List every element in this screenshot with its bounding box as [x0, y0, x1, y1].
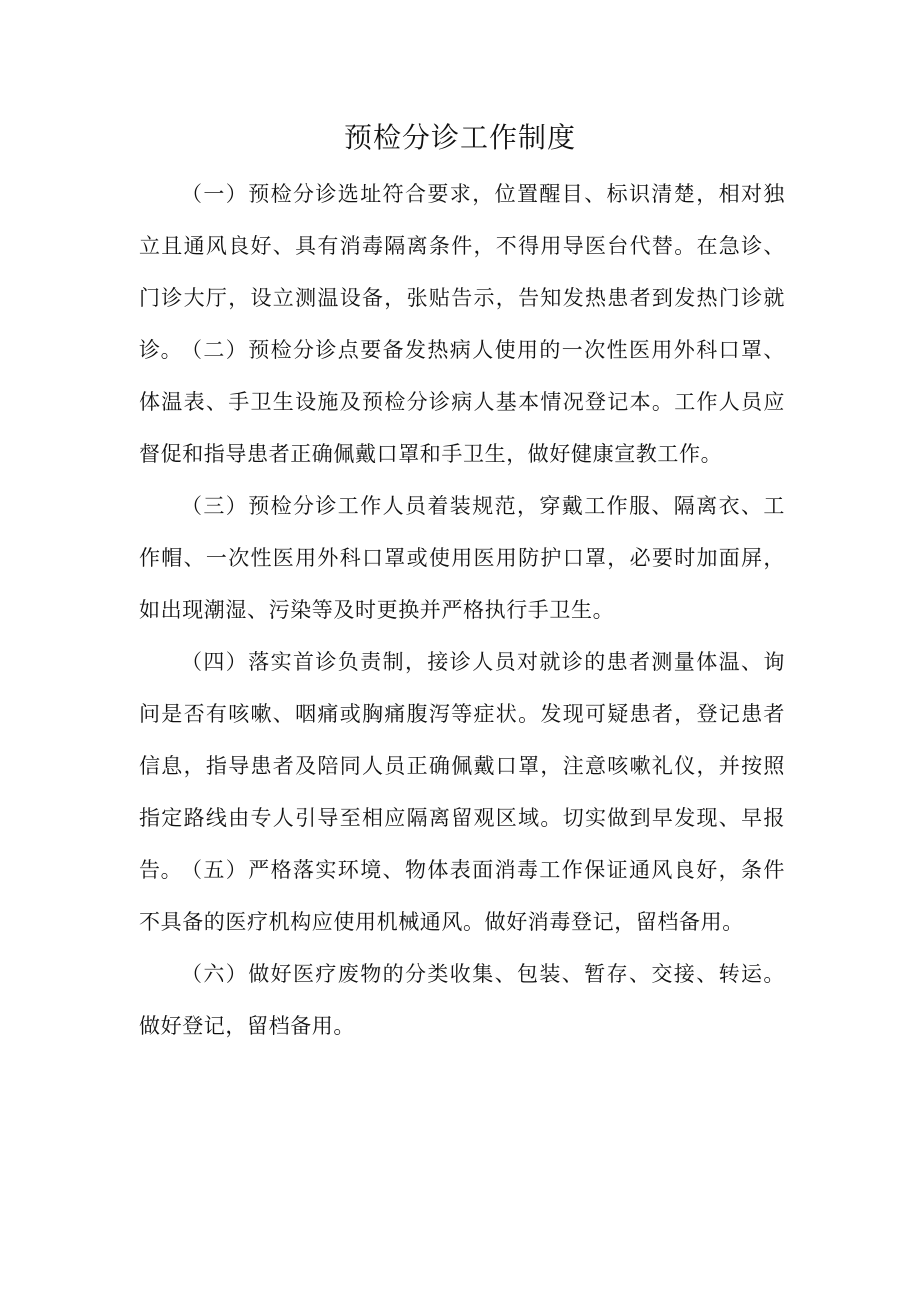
paragraph-4: （四）落实首诊负责制，接诊人员对就诊的患者测量体温、询问是否有咳嗽、咽痛或胸痛腹泻等症状。发现可疑患者，登记患者信息，指导患者及陪同人员正确佩戴口罩，注意咳嗽礼仪，并按照指定路线由专人引导至相应隔离留观区域。切实做到早发现、早报告。 [139, 650, 785, 882]
paragraph-6: （六）做好医疗废物的分类收集、包装、暂存、交接、转运。做好登记，留档备用。 [139, 962, 785, 1038]
paragraph-3: （三）预检分诊工作人员着装规范，穿戴工作服、隔离衣、工作帽、一次性医用外科口罩或使用医用防护口罩，必要时加面屏，如出现潮湿、污染等及时更换并严格执行手卫生。 [139, 494, 785, 622]
paragraph-5: （五）严格落实环境、物体表面消毒工作保证通风良好，条件不具备的医疗机构应使用机械通风。做好消毒登记，留档备用。 [139, 858, 785, 934]
document-title: 预检分诊工作制度 [343, 121, 576, 154]
paragraph-2: （二）预检分诊点要备发热病人使用的一次性医用外科口罩、体温表、手卫生设施及预检分诊病人基本情况登记本。工作人员应督促和指导患者正确佩戴口罩和手卫生，做好健康宣教工作。 [139, 338, 785, 466]
paragraph-1: （一）预检分诊选址符合要求，位置醒目、标识清楚，相对独立且通风良好、具有消毒隔离条件，不得用导医台代替。在急诊、门诊大厅，设立测温设备，张贴告示，告知发热患者到发热门诊就诊。 [139, 182, 785, 362]
